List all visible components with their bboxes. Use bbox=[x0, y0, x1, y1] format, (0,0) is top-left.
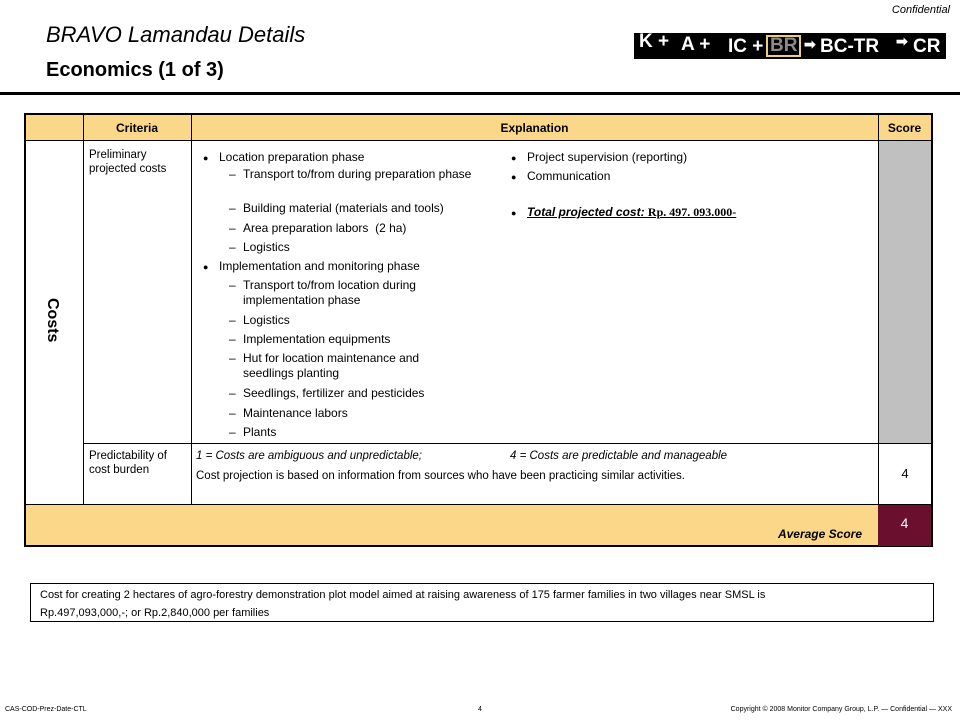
score-predictability: 4 bbox=[901, 466, 909, 481]
banner-k: K + bbox=[639, 31, 670, 52]
average-score-value: 4 bbox=[878, 505, 931, 546]
banner-ic: IC + bbox=[728, 36, 764, 57]
list-item: Implementation and monitoring phase bbox=[219, 259, 420, 273]
bullet-icon: ● bbox=[511, 153, 517, 163]
list-item: Communication bbox=[527, 169, 611, 183]
dash-icon: – bbox=[229, 351, 236, 365]
list-item: Area preparation labors (2 ha) bbox=[243, 221, 407, 235]
dash-icon: – bbox=[229, 332, 236, 346]
dash-icon: – bbox=[229, 201, 236, 215]
list-item: Transport to/from during preparation phase bbox=[243, 167, 472, 181]
bullet-icon: ● bbox=[203, 262, 209, 272]
grid-line bbox=[83, 115, 84, 504]
criteria-preliminary-costs: Preliminary projected costs bbox=[89, 149, 167, 175]
scale-high: 4 = Costs are predictable and manageable bbox=[510, 450, 728, 462]
criteria-table bbox=[24, 113, 933, 547]
header-criteria: Criteria bbox=[83, 115, 191, 140]
average-score-label: Average Score bbox=[777, 527, 862, 541]
header-explanation: Explanation bbox=[191, 115, 878, 140]
total-projected-cost bbox=[527, 205, 867, 220]
dash-icon: – bbox=[229, 278, 236, 292]
banner-bc-tr: BC-TR bbox=[820, 36, 880, 57]
header-corner bbox=[26, 115, 83, 140]
total-label: Total projected cost: bbox=[527, 205, 645, 219]
list-item: Building material (materials and tools) bbox=[243, 201, 444, 215]
process-banner bbox=[634, 33, 946, 59]
banner-br: BR bbox=[766, 35, 801, 57]
note-line-2: Rp.497,093,000,-; or Rp.2,840,000 per families bbox=[40, 607, 270, 619]
summary-note bbox=[30, 583, 934, 622]
dash-icon: – bbox=[229, 406, 236, 420]
page-subtitle: Economics (1 of 3) bbox=[46, 59, 224, 81]
bullet-icon: ● bbox=[511, 172, 517, 182]
list-item: Seedlings, fertilizer and pesticides bbox=[243, 386, 425, 400]
list-item: Logistics bbox=[243, 313, 290, 327]
dash-icon: – bbox=[229, 313, 236, 327]
bullet-icon: ● bbox=[203, 153, 209, 163]
dash-icon: – bbox=[229, 386, 236, 400]
dash-icon: – bbox=[229, 221, 236, 235]
page-title: BRAVO Lamandau Details bbox=[46, 22, 306, 47]
list-item: Hut for location maintenance and seedlings planting bbox=[243, 351, 420, 380]
average-row bbox=[26, 505, 878, 545]
list-item: Transport to/from location during implementation phase bbox=[243, 278, 416, 307]
header-rule bbox=[0, 92, 960, 95]
total-value: Rp. 497. 093.000- bbox=[647, 205, 737, 219]
banner-cr: CR bbox=[913, 36, 941, 57]
grid-line bbox=[83, 443, 931, 444]
arrow-right-icon: ➡ bbox=[804, 36, 816, 52]
list-item: Plants bbox=[243, 425, 277, 439]
header-score: Score bbox=[878, 115, 931, 140]
criteria-predictability: Predictability of cost burden bbox=[89, 450, 167, 476]
list-item: Project supervision (reporting) bbox=[527, 150, 688, 164]
list-item: Maintenance labors bbox=[243, 406, 348, 420]
footer-page-number: 4 bbox=[478, 706, 482, 713]
scale-low: 1 = Costs are ambiguous and unpredictable; bbox=[196, 450, 422, 462]
list-item: Logistics bbox=[243, 240, 290, 254]
grid-line bbox=[26, 140, 931, 141]
list-item: Implementation equipments bbox=[243, 332, 391, 346]
note-line-1: Cost for creating 2 hectares of agro-forestry demonstration plot model aimed at raising awareness of 175 farmer families in two villages near SMSL is bbox=[40, 589, 766, 601]
footer-copyright: Copyright © 2008 Monitor Company Group, L.P. — Confidential — XXX bbox=[730, 706, 952, 713]
list-item: Location preparation phase bbox=[219, 150, 365, 164]
confidential-label: Confidential bbox=[891, 4, 950, 16]
arrow-right-icon: ➡ bbox=[896, 33, 908, 49]
dash-icon: – bbox=[229, 425, 236, 439]
section-label-costs: Costs bbox=[44, 298, 61, 343]
bullet-icon: ● bbox=[511, 208, 517, 218]
grid-line bbox=[191, 115, 192, 504]
footer-left: CAS-COD-Prez-Date-CTL bbox=[5, 706, 87, 713]
dash-icon: – bbox=[229, 167, 236, 181]
predictability-explanation: Cost projection is based on information from sources who have been practicing similar activities. bbox=[196, 470, 685, 482]
banner-a: A + bbox=[681, 34, 711, 55]
dash-icon: – bbox=[229, 240, 236, 254]
score-cell-preliminary bbox=[879, 141, 931, 443]
